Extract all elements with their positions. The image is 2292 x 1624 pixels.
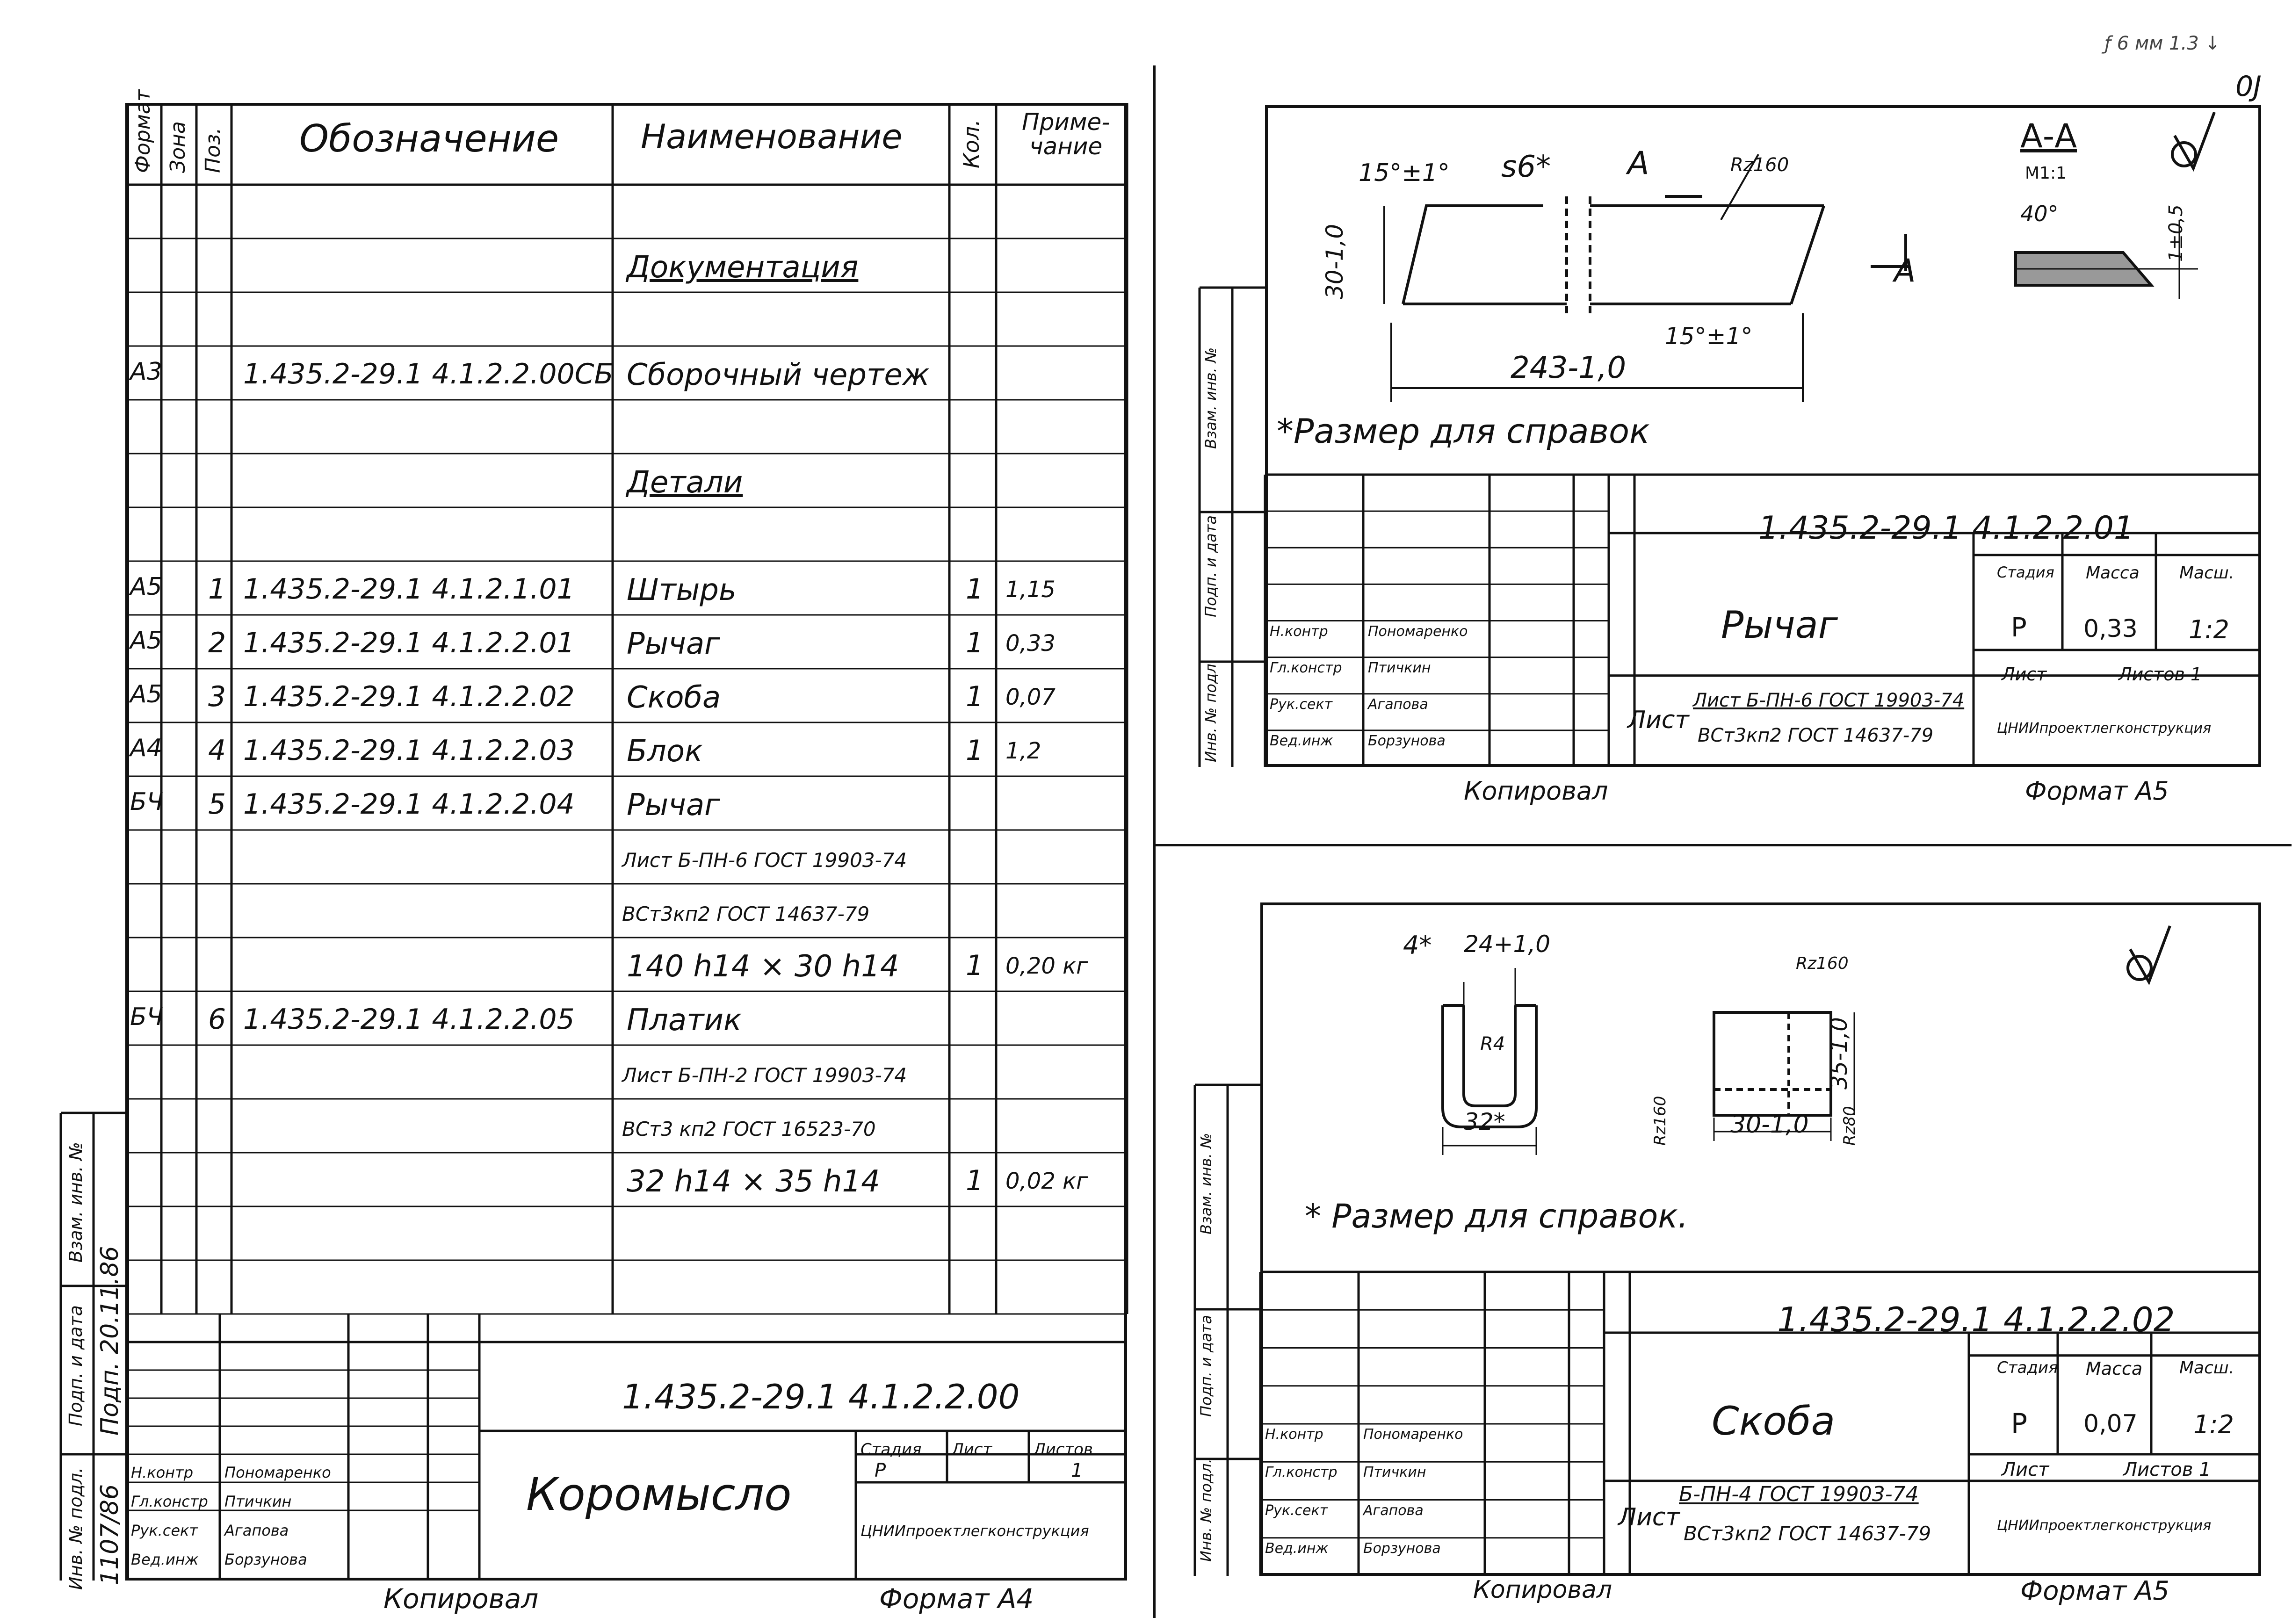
spec-person: Пономаренко bbox=[224, 1464, 331, 1481]
d1-stage-label: Стадия bbox=[1997, 563, 2054, 581]
drawing2-person: Борзунова bbox=[1363, 1540, 1441, 1557]
drawing1-role: Н.контр bbox=[1270, 623, 1328, 640]
spec-row-qty: 1 bbox=[966, 680, 984, 713]
d1-material-bottom: ВСт3кп2 ГОСТ 14637-79 bbox=[1698, 725, 1934, 746]
spec-row-pos: 3 bbox=[208, 680, 226, 713]
d2-stage: Р bbox=[2011, 1407, 2027, 1439]
d1-section: А-А bbox=[2020, 117, 2077, 155]
d2-scale-label: Масш. bbox=[2179, 1358, 2234, 1378]
spec-org: ЦНИИпроектлегконструкция bbox=[860, 1522, 1089, 1540]
spec-side-value-1: 1107/86 bbox=[96, 1484, 124, 1585]
drawing2-role: Н.контр bbox=[1265, 1426, 1323, 1443]
spec-row-name: Платик bbox=[627, 1003, 742, 1038]
d2-height: 35-1,0 bbox=[1826, 1017, 1852, 1090]
d1-scale: М1:1 bbox=[2025, 164, 2067, 183]
spec-row-name: Лист Б-ПН-6 ГОСТ 19903-74 bbox=[622, 849, 907, 872]
d2-sheet-label: Лист bbox=[2002, 1459, 2049, 1480]
spec-row-qty: 1 bbox=[966, 734, 984, 767]
spec-stage-label: Стадия bbox=[860, 1440, 922, 1459]
corner-page: 0J bbox=[2235, 70, 2262, 103]
spec-row-qty: 1 bbox=[966, 1164, 984, 1197]
d2-material-top: Б-ПН-4 ГОСТ 19903-74 bbox=[1679, 1482, 1919, 1506]
d2-material-prefix: Лист bbox=[1618, 1503, 1680, 1531]
spec-header-note: Приме- чание bbox=[1022, 108, 1110, 160]
spec-row-note: 0,20 кг bbox=[1005, 953, 1088, 979]
d1-side-1: Инв. № подл. bbox=[1202, 659, 1220, 762]
spec-row-pos: 6 bbox=[208, 1003, 226, 1036]
spec-title-name: Коромысло bbox=[526, 1468, 792, 1521]
d2-name: Скоба bbox=[1712, 1398, 1836, 1444]
spec-copied: Копировал bbox=[383, 1583, 539, 1615]
d1-material-top: Лист Б-ПН-6 ГОСТ 19903-74 bbox=[1693, 690, 1965, 711]
spec-row-name: Лист Б-ПН-2 ГОСТ 19903-74 bbox=[622, 1064, 907, 1087]
d2-width: 30-1,0 bbox=[1730, 1111, 1809, 1139]
spec-side-stamp-3: Взам. инв. № bbox=[65, 1141, 86, 1263]
spec-row-pos: 1 bbox=[208, 573, 226, 606]
spec-row-qty: 1 bbox=[966, 573, 984, 606]
spec-header-designation: Обозначение bbox=[299, 117, 559, 160]
d1-cut-a2: А bbox=[1894, 253, 1916, 289]
spec-row-name: Детали bbox=[627, 465, 743, 500]
spec-row-name: ВСт3кп2 ГОСТ 14637-79 bbox=[622, 902, 870, 925]
d2-mass: 0,07 bbox=[2083, 1410, 2138, 1438]
d2-stage-label: Стадия bbox=[1997, 1358, 2058, 1377]
d2-mass-label: Масса bbox=[2086, 1358, 2143, 1379]
d1-sheets-label: Листов 1 bbox=[2118, 664, 2202, 685]
drawing2-person: Агапова bbox=[1363, 1502, 1424, 1519]
spec-row-format: БЧ bbox=[130, 1003, 164, 1031]
spec-person: Агапова bbox=[224, 1522, 289, 1539]
drawing2-role: Гл.констр bbox=[1265, 1464, 1338, 1481]
spec-row-note: 1,2 bbox=[1005, 738, 1041, 764]
drawing2-role: Рук.сект bbox=[1265, 1502, 1328, 1519]
d1-cut-a: А bbox=[1627, 145, 1649, 182]
drawing2-person: Птичкин bbox=[1363, 1464, 1426, 1481]
drawing1-person: Борзунова bbox=[1368, 732, 1446, 749]
d2-org: ЦНИИпроектлегконструкция bbox=[1997, 1517, 2212, 1534]
d2-side-1: Инв. № подл. bbox=[1197, 1458, 1215, 1562]
d2-w-top: 24+1,0 bbox=[1464, 931, 1551, 958]
d1-note: *Размер для справок bbox=[1277, 411, 1650, 451]
spec-row-name: Скоба bbox=[627, 680, 721, 715]
d1-stage: Р bbox=[2011, 613, 2027, 643]
d1-mass: 0,33 bbox=[2083, 615, 2138, 643]
spec-side-stamp-1: Инв. № подл. bbox=[65, 1467, 86, 1590]
spec-row-name: 140 h14 × 30 h14 bbox=[627, 949, 899, 984]
spec-row-format: А3 bbox=[130, 358, 162, 386]
drawing2-role: Вед.инж bbox=[1265, 1540, 1329, 1557]
spec-row-name: Рычаг bbox=[627, 788, 720, 823]
drawing1-role: Гл.констр bbox=[1270, 659, 1342, 676]
d1-scale-value: 1:2 bbox=[2189, 615, 2229, 644]
spec-title-code: 1.435.2-29.1 4.1.2.2.00 bbox=[622, 1377, 1020, 1416]
d1-angle-bottom: 15°±1° bbox=[1665, 323, 1753, 350]
spec-stage: Р bbox=[875, 1460, 886, 1481]
spec-row-name: Сборочный чертеж bbox=[627, 358, 930, 392]
spec-role: Н.контр bbox=[131, 1464, 194, 1481]
spec-row-designation: 1.435.2-29.1 4.1.2.1.01 bbox=[243, 573, 575, 606]
spec-header-qty: Кол. bbox=[959, 119, 984, 168]
d2-sheets-label: Листов 1 bbox=[2123, 1459, 2211, 1480]
d1-sheet-label: Лист bbox=[2002, 664, 2047, 685]
spec-header-pos: Поз. bbox=[201, 127, 225, 173]
d1-sec-angle: 40° bbox=[2020, 201, 2059, 226]
spec-sheet-label: Лист bbox=[952, 1440, 992, 1459]
spec-row-pos: 4 bbox=[208, 734, 226, 767]
d2-w-bottom: 32* bbox=[1464, 1108, 1505, 1135]
spec-row-note: 0,33 bbox=[1005, 630, 1056, 657]
d2-roughness: Rz160 bbox=[1796, 954, 1849, 973]
drawing1-role: Рук.сект bbox=[1270, 696, 1333, 713]
spec-header-name: Наименование bbox=[641, 117, 903, 156]
d2-side-3: Взам. инв. № bbox=[1197, 1133, 1215, 1234]
d2-rough-right: Rz80 bbox=[1840, 1106, 1859, 1146]
spec-row-designation: 1.435.2-29.1 4.1.2.2.04 bbox=[243, 788, 575, 821]
d1-angle-top: 15°±1° bbox=[1359, 159, 1450, 187]
spec-row-format: А5 bbox=[130, 627, 162, 655]
spec-row-format: А4 bbox=[130, 734, 162, 762]
spec-side-value-2: Подп. 20.11.86 bbox=[96, 1246, 124, 1436]
spec-row-note: 1,15 bbox=[1005, 577, 1056, 603]
spec-row-name: Штырь bbox=[627, 573, 737, 607]
corner-mark: ƒ 6 ᴍᴍ 1.3 ↓ bbox=[2104, 33, 2220, 54]
spec-row-name: Блок bbox=[627, 734, 703, 769]
drawing1-person: Агапова bbox=[1368, 696, 1428, 713]
d1-thickness: s6* bbox=[1501, 150, 1551, 184]
drawing1-person: Птичкин bbox=[1368, 659, 1431, 676]
spec-role: Рук.сект bbox=[131, 1522, 198, 1539]
spec-row-note: 0,02 кг bbox=[1005, 1168, 1088, 1194]
spec-row-designation: 1.435.2-29.1 4.1.2.2.01 bbox=[243, 627, 575, 659]
d1-mass-label: Масса bbox=[2086, 563, 2140, 583]
spec-row-designation: 1.435.2-29.1 4.1.2.2.02 bbox=[243, 680, 575, 713]
spec-row-name: Документация bbox=[627, 250, 859, 285]
d2-material-bottom: ВСт3кп2 ГОСТ 14637-79 bbox=[1684, 1522, 1931, 1545]
d2-radius-in: R4 bbox=[1480, 1033, 1505, 1055]
spec-header-zone: Зона bbox=[166, 121, 190, 173]
d1-height: 30-1,0 bbox=[1321, 224, 1348, 299]
d1-roughness: Rz160 bbox=[1730, 154, 1789, 176]
d1-org: ЦНИИпроектлегконструкция bbox=[1997, 720, 2212, 736]
d1-side-2: Подп. и дата bbox=[1202, 515, 1220, 617]
spec-row-pos: 2 bbox=[208, 627, 226, 659]
d2-note: * Размер для справок. bbox=[1305, 1197, 1688, 1235]
d1-scale-label: Масш. bbox=[2179, 563, 2234, 583]
spec-person: Борзунова bbox=[224, 1551, 307, 1568]
d1-code: 1.435.2-29.1 4.1.2.2.01 bbox=[1758, 510, 2134, 547]
d2-copied: Копировал bbox=[1473, 1576, 1612, 1604]
spec-row-pos: 5 bbox=[208, 788, 226, 821]
spec-role: Вед.инж bbox=[131, 1551, 199, 1568]
spec-row-qty: 1 bbox=[966, 627, 984, 659]
spec-header-format: Формат bbox=[131, 89, 155, 173]
drawing1-person: Пономаренко bbox=[1368, 623, 1468, 640]
d2-side-2: Подп. и дата bbox=[1197, 1315, 1215, 1417]
spec-row-designation: 1.435.2-29.1 4.1.2.2.00СБ bbox=[243, 358, 614, 390]
d2-w-left: 4* bbox=[1403, 931, 1432, 960]
spec-row-name: 32 h14 × 35 h14 bbox=[627, 1164, 880, 1199]
d2-rough-left: Rz160 bbox=[1651, 1096, 1670, 1146]
d1-material-prefix: Лист bbox=[1627, 706, 1689, 734]
spec-person: Птичкин bbox=[224, 1493, 292, 1510]
d2-format: Формат А5 bbox=[2020, 1576, 2169, 1606]
spec-row-qty: 1 bbox=[966, 949, 984, 982]
spec-row-format: БЧ bbox=[130, 788, 164, 816]
spec-row-format: А5 bbox=[130, 680, 162, 708]
spec-row-name: ВСт3 кп2 ГОСТ 16523-70 bbox=[622, 1118, 876, 1140]
d2-code: 1.435.2-29.1 4.1.2.2.02 bbox=[1777, 1300, 2175, 1339]
spec-side-stamp-2: Подп. и дата bbox=[65, 1305, 86, 1426]
drawing1-role: Вед.инж bbox=[1270, 732, 1333, 749]
spec-format: Формат А4 bbox=[879, 1583, 1034, 1615]
d1-sec-dim: 1±0,5 bbox=[2165, 204, 2187, 262]
d2-scale-value: 1:2 bbox=[2193, 1410, 2234, 1439]
d1-format: Формат А5 bbox=[2025, 776, 2169, 806]
spec-sheets-label: Листов bbox=[1034, 1440, 1093, 1459]
spec-sheets: 1 bbox=[1071, 1460, 1083, 1481]
d1-name: Рычаг bbox=[1721, 603, 1838, 647]
spec-row-note: 0,07 bbox=[1005, 684, 1056, 710]
drawing2-person: Пономаренко bbox=[1363, 1426, 1463, 1443]
d1-length: 243-1,0 bbox=[1511, 351, 1627, 385]
d1-copied: Копировал bbox=[1464, 776, 1608, 806]
spec-row-format: А5 bbox=[130, 573, 162, 601]
spec-role: Гл.констр bbox=[131, 1493, 208, 1510]
spec-row-name: Рычаг bbox=[627, 627, 720, 661]
spec-row-designation: 1.435.2-29.1 4.1.2.2.03 bbox=[243, 734, 575, 767]
spec-row-designation: 1.435.2-29.1 4.1.2.2.05 bbox=[243, 1003, 575, 1036]
d1-side-3: Взам. инв. № bbox=[1202, 347, 1220, 449]
